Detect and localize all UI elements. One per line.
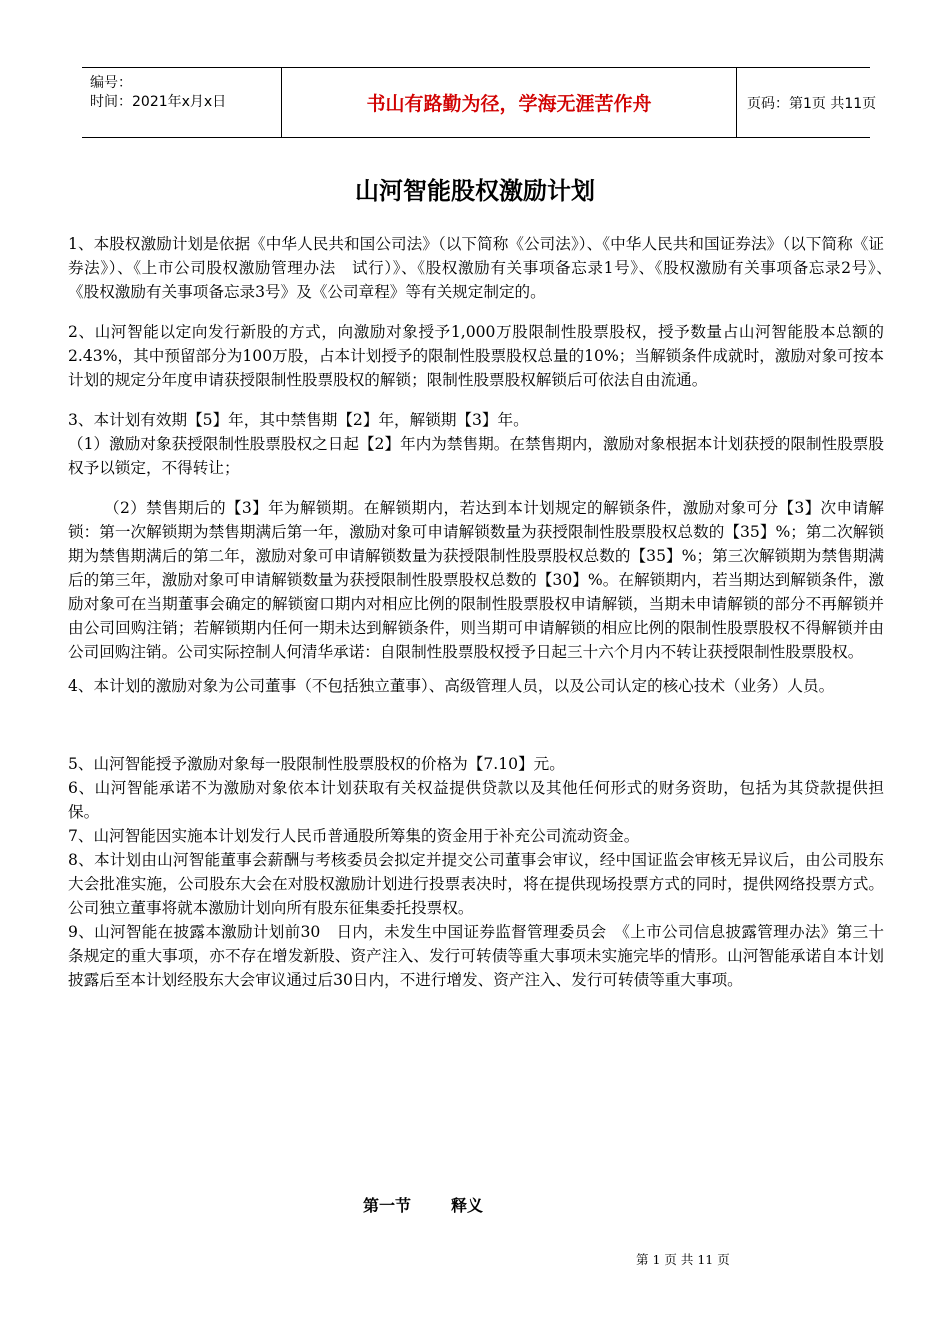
paragraph-4: 4、本计划的激励对象为公司董事（不包括独立董事）、高级管理人员，以及公司认定的核心技术（业务）人员。 — [68, 677, 835, 695]
paragraph-3-item-1: （1）激励对象获授限制性股票股权之日起【2】年内为禁售期。在禁售期内，激励对象根据本计划获授的限制性股票股权予以锁定，不得转让； — [68, 435, 884, 477]
paragraph-3: 3、本计划有效期【5】年，其中禁售期【2】年，解锁期【3】年。 — [68, 411, 529, 429]
section-name: 释义 — [451, 1196, 484, 1215]
paragraph-1: 1、本股权激励计划是依据《中华人民共和国公司法》（以下简称《公司法》）、《中华人民共和国证券法》（以下简称《证券法》）、《上市公司股权激励管理办法 试行）》、《股权激励有关事项备忘录1号》、《股权激励有关事项备忘录2号》、 《股权激励有关事项备忘录3号》及《公司章程》等有关规定制定的。 — [68, 235, 900, 301]
header-motto: 书山有路勤为径，学海无涯苦作舟 — [282, 68, 737, 137]
paragraph-2: 2、山河智能以定向发行新股的方式，向激励对象授予1,000万股限制性股票股权，授予数量占山河智能股本总额的2.43%，其中预留部分为100万股，占本计划授予的限制性股票股权总量的10%；当解锁条件成就时，激励对象可按本计划的规定分年度申请获授限制性股票股权的解锁；限制性股票股权解锁后可依法自由流通。 — [68, 323, 884, 389]
doc-number-label: 编号： — [90, 75, 132, 91]
paragraph-7: 7、山河智能因实施本计划发行人民币普通股所筹集的资金用于补充公司流动资金。 — [68, 827, 640, 845]
paragraph-5: 5、山河智能授予激励对象每一股限制性股票股权的价格为【7.10】元。 — [68, 755, 565, 773]
document-body — [68, 232, 900, 992]
paragraph-8: 8、本计划由山河智能董事会薪酬与考核委员会拟定并提交公司董事会审议，经中国证监会审核无异议后，由公司股东大会批准实施，公司股东大会在对股权激励计划进行投票表决时，将在提供现场投票方式的同时，提供网络投票方式。公司独立董事将就本激励计划向所有股东征集委托投票权。 — [68, 851, 884, 917]
header-page-info: 页码：第1页 共11页 — [747, 95, 877, 112]
paragraph-6: 6、山河智能承诺不为激励对象依本计划获取有关权益提供贷款以及其他任何形式的财务资助，包括为其贷款提供担保。 — [68, 779, 884, 821]
page-footer: 第 1 页 共 11 页 — [636, 1252, 730, 1267]
doc-date-label: 时间：2021年x月x日 — [90, 94, 227, 110]
paragraph-9: 9、山河智能在披露本激励计划前30 日内，未发生中国证券监督管理委员会 《上市公司信息披露管理办法》第三十条规定的重大事项，亦不存在增发新股、资产注入、发行可转债等重大事项未实施完毕的情形。山河智能承诺自本计划披露后至本计划经股东大会审议通过后30日内，不进行增发、资产注入、发行可转债等重大事项。 — [68, 923, 884, 989]
header-table — [82, 67, 877, 138]
paragraph-3-item-2: （2）禁售期后的【3】年为解锁期。在解锁期内，若达到本计划规定的解锁条件，激励对象可分【3】次申请解锁：第一次解锁期为禁售期满后第一年，激励对象可申请解锁数量为获授限制性股票股权总数的【35】%；第二次解锁期为禁售期满后的第二年，激励对象可申请解锁数量为获授限制性股票股权总数的【35】%；第三次解锁期为禁售期满后的第三年，激励对象可申请解锁数量为获授限制性股票股权总数的【30】%。在解锁期内，若当期达到解锁条件，激励对象可在当期董事会确定的解锁窗口期内对相应比例的限制性股票股权申请解锁，当期未申请解锁的部分不再解锁并由公司回购注销；若解锁期内任何一期未达到解锁条件，则当期可申请解锁的相应比例的限制性股票股权不得解锁并由公司回购注销。公司实际控制人何清华承诺：自限制性股票股权授予日起三十六个月内不转让获授限制性股票股权。 — [68, 499, 884, 661]
document-title: 山河智能股权激励计划 — [355, 177, 595, 205]
header-meta — [82, 68, 282, 137]
section-number: 第一节 — [362, 1196, 411, 1215]
section-heading — [0, 1193, 846, 1216]
